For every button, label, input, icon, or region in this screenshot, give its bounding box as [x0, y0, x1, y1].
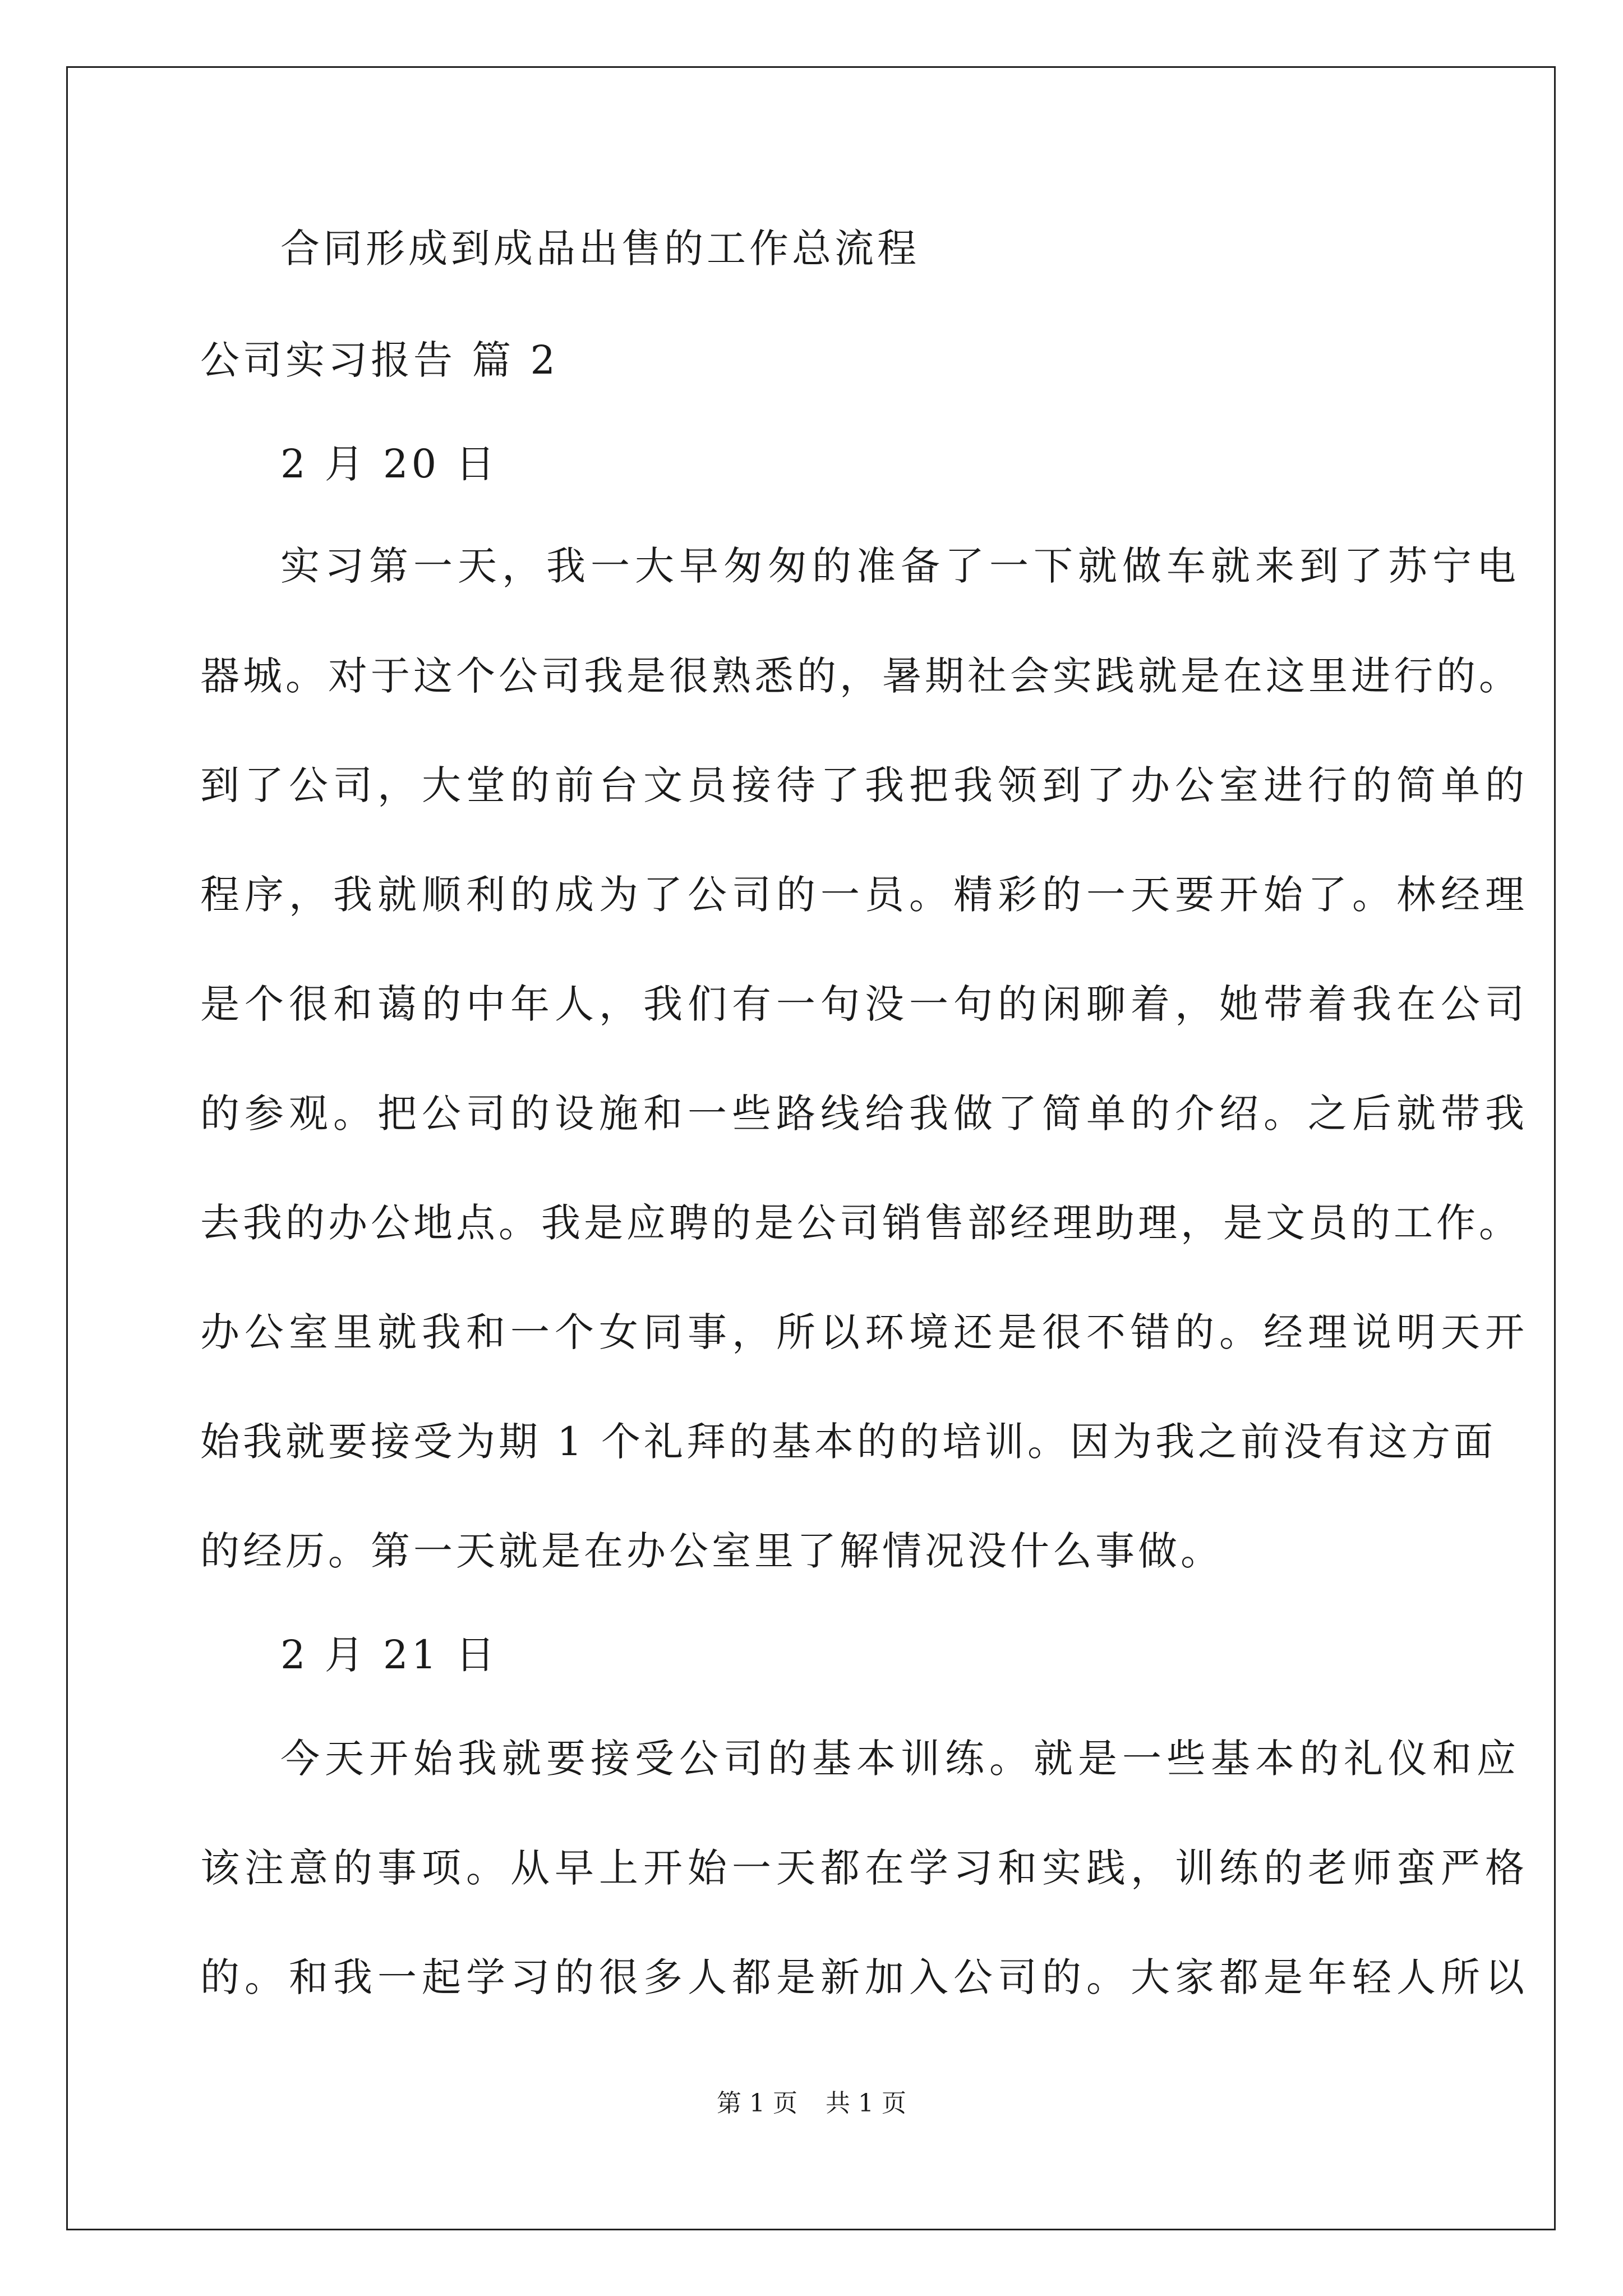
- page-footer: [0, 2091, 1623, 2116]
- paragraph-line: 始我就要接受为期 1 个礼拜的基本的的培训。因为我之前没有这方面: [200, 1419, 1497, 1465]
- paragraph-line: 办公室里就我和一个女同事，所以环境还是很不错的。经理说明天开: [200, 1309, 1529, 1355]
- section-title: 公司实习报告 篇 2: [200, 337, 559, 383]
- paragraph-line: 的。和我一起学习的很多人都是新加入公司的。大家都是年轻人所以: [200, 1954, 1529, 2000]
- paragraph-line: 实习第一天，我一大早匆匆的准备了一下就做车就来到了苏宁电: [280, 543, 1521, 589]
- paragraph-line: 程序，我就顺利的成为了公司的一员。精彩的一天要开始了。林经理: [200, 872, 1529, 918]
- paragraph-line: 的经历。第一天就是在办公室里了解情况没什么事做。: [200, 1528, 1223, 1574]
- heading-line: 合同形成到成品出售的工作总流程: [280, 226, 920, 272]
- date-heading: 2 月 21 日: [280, 1632, 499, 1678]
- date-heading: 2 月 20 日: [280, 441, 499, 487]
- page-border: [66, 66, 1556, 2230]
- paragraph-line: 的参观。把公司的设施和一些路线给我做了简单的介绍。之后就带我: [200, 1091, 1529, 1137]
- paragraph-line: 是个很和蔼的中年人，我们有一句没一句的闲聊着，她带着我在公司: [200, 981, 1529, 1027]
- paragraph-line: 器城。对于这个公司我是很熟悉的，暑期社会实践就是在这里进行的。: [200, 653, 1521, 699]
- paragraph-line: 该注意的事项。从早上开始一天都在学习和实践，训练的老师蛮严格: [200, 1845, 1529, 1891]
- page-total: 共 1 页: [826, 2089, 906, 2118]
- paragraph-line: 去我的办公地点。我是应聘的是公司销售部经理助理，是文员的工作。: [200, 1200, 1521, 1246]
- paragraph-line: 到了公司，大堂的前台文员接待了我把我领到了办公室进行的简单的: [200, 762, 1529, 808]
- page-number: 第 1 页: [717, 2089, 797, 2118]
- paragraph-line: 今天开始我就要接受公司的基本训练。就是一些基本的礼仪和应: [280, 1736, 1521, 1782]
